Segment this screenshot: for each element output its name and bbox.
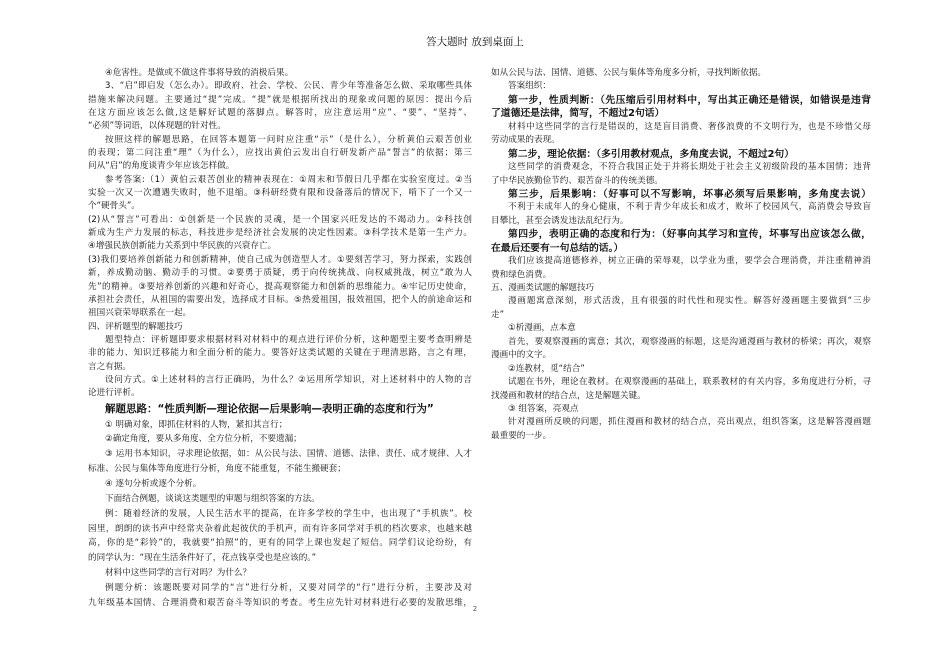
text-line: (3)我们要培养创新能力和创新精神，使自己成为创造型人才。①要刻苦学习，努力探索，实践创	[88, 254, 472, 265]
left-column	[88, 67, 472, 611]
text-line: 漫画题寓意深刻，形式活泼，且有很强的时代性和现实性。解答好漫画题主要做到“三步	[508, 296, 871, 307]
example-text-line: 例：随着经济的发展，人民生活水平的提高，在许多学校的学生中，也出现了“手机族”。校	[105, 508, 472, 519]
cartoon-step-2-heading: ②连教材，觅“结合”	[508, 363, 585, 374]
text-line: 3、“启”即启发（怎么办）。即政府、社会、学校、公民、青少年等准备怎么做、采取哪些具体	[105, 81, 472, 92]
text-line: 个“硬骨头”。	[88, 201, 140, 212]
example-text-line: 的同学认为：“现在生活条件好了，花点钱享受也是应该的。”	[88, 553, 317, 564]
answer-step-2-heading: 第二步，理论依据：（多引用教材观点，多角度去说，不超过2句）	[508, 148, 795, 160]
text-line: 如从公民与法、国情、道德、公民与集体等角度多分析，寻找判断依据。	[491, 68, 767, 78]
text-line: ④增强民族创新能力关系到中华民族的兴衰存亡。	[88, 241, 277, 252]
text-line: 实验一次又一次遭遇失败时，他不退缩。③科研经费有限和设备落后的情况下，啃下了一个又一	[88, 188, 472, 199]
list-item: ④ 逐句分析或逐个分析。	[105, 478, 202, 489]
text-line: 设问方式。①上述材料的言行正确吗，为什么？②运用所学知识，对上述材料中的人物的言	[105, 374, 472, 385]
text-line: 例题分析：该题既要对同学的“言”进行分析，又要对同学的“行”进行分析，主要涉及对	[105, 582, 472, 593]
text-line: 首先，要观察漫画的寓意；其次，观察漫画的标题，这是沟通漫画与教材的桥梁；再次，观察	[508, 336, 871, 347]
text-line: 承担社会责任，从祖国的需要出发，选择成才目标。⑤热爱祖国，报效祖国，把个人的前途命运和	[88, 294, 472, 305]
text-line: 措施来解决问题。主要通过“提”完成。“提”就是根据所找出的现象或问题的原因：提出今后	[88, 94, 472, 105]
text-line: 找漫画和教材的结合点，这是解题关键。	[491, 390, 646, 401]
text-line: 言之有据。	[88, 361, 131, 372]
text-line: 走”	[491, 309, 505, 320]
text-line: 新，养成勤动脑、勤动手的习惯。②要勇于质疑，勇于向传统挑战、向权威挑战，树立“敢为人	[88, 268, 472, 279]
example-text-line: 园里，朗朗的读书声中经常夹杂着此起彼伏的手机声，而有许多同学对手机的档次要求，也越来越	[88, 523, 472, 534]
text-line: 目攀比，甚至会诱发违法乱纪行为。	[491, 215, 629, 226]
text-line: 的表现；第二问注重“理”（为什么），应找出黄伯云发出自行研发新产品“誓言”的依据；第三	[88, 148, 472, 159]
cartoon-step-1-heading: ①析漫画，点本意	[508, 323, 576, 334]
text-line: 下面结合例题，谈谈这类题型的审题与组织答案的方法。	[105, 493, 320, 504]
example-question: 材料中这些同学的言行对吗？为什么？	[105, 568, 252, 579]
text-line: 试题在书外，理论在教材。在观察漫画的基础上，联系教材的有关内容，多角度进行分析，寻	[508, 377, 871, 388]
answer-step-4-heading: 在最后还要有一句总结的话。）	[491, 242, 624, 254]
text-line: 九年级基本国情、合理消费和艰苦奋斗等知识的考查。考生应先针对材料进行必要的发散思维，	[88, 597, 472, 608]
text-line: 材料中这些同学的言行是错误的，这是盲目消费、奢侈浪费的不文明行为，也是不珍惜父母	[508, 121, 871, 132]
text-line: 非的能力、知识迁移能力和全面分析的能力。要答好这类试题的关键在于理清思路，言之有理，	[88, 348, 472, 359]
text-line: 标准、公民与集体等角度进行分析，角度不能重复，不能生搬硬套；	[88, 464, 346, 475]
page-number: 2	[472, 605, 478, 613]
text-line: (2)从“誓言”可看出：①创新是一个民族的灵魂，是一个国家兴旺发达的不竭动力。②科技创	[88, 214, 472, 225]
text-line: “必须”等词语，以体现题的针对性。	[88, 121, 226, 132]
text-line: 按照这样的解题思路，在回答本题第一问时应注重“示”（是什么），分析黄伯云艰苦创业	[105, 134, 472, 145]
text-line: 新成为生产力发展的标志，科技进步是经济社会发展的决定性因素。③科学技术是第一生产力。	[88, 228, 472, 239]
text-line: 这些同学的消费观念，不符合我国正处于并将长期处于社会主义初级阶段的基本国情；违背	[508, 162, 871, 173]
text-line: 最重要的一步。	[491, 430, 552, 441]
text-line: 了中华民族勤俭节约、艰苦奋斗的传统美德。	[491, 175, 663, 186]
text-line: 我们应该提高道德修养，树立正确的荣辱观，以学业为重，要学会合理消费，并注重精神消	[508, 256, 871, 267]
text-line: ④危害性。是做或不做这件事将导致的消极后果。	[105, 68, 294, 78]
example-text-line: 高，你的是“彩铃”的，我就要“拍照”的，更有的同学上课也发起了短信。同学们议论纷纷，有	[88, 538, 472, 549]
page-title: 答大题时 放到桌面上	[426, 36, 524, 48]
answer-step-1-heading: 了道德还是法律，简写，不超过2句话）	[491, 108, 665, 120]
text-line: 在这方面应该怎么做,这是解好试题的落脚点。解答时，应注意运用“应”、“要”、“坚持”、	[88, 108, 472, 119]
section-heading-evaluation: 四、评析题型的解题技巧	[88, 321, 183, 332]
text-line: 费和绿色消费。	[491, 269, 552, 280]
text-line: 劳动成果的表现。	[491, 135, 560, 146]
answer-step-1-heading: 第一步，性质判断：（先压缩后引用材料中，写出其正确还是错误，如错误是违背	[508, 94, 871, 106]
answer-organization-label: 答案组织：	[508, 81, 551, 92]
right-column	[491, 67, 871, 443]
text-line: 不利于未成年人的身心健康，不利于青少年成长和成才，败坏了校园风气，高消费会导致盲	[508, 202, 871, 213]
cartoon-step-3-heading: ③ 组答案，亮观点	[508, 403, 579, 414]
answer-step-4-heading: 第四步，表明正确的态度和行为：（好事向其学习和宣传，坏事写出应该怎么做，	[508, 229, 871, 241]
answer-step-3-heading: 第三步，后果影响：（好事可以不写影响，坏事必须写后果影响，多角度去说）	[508, 188, 871, 200]
text-line: 题型特点：评析题即要求根据材料对材料中的观点进行评价分析，这种题型主要考查明辨是	[105, 334, 472, 345]
list-item: ③ 运用书本知识，寻求理论依据，如：从公民与法、国情、道德、法律、责任、成才规律、人才	[105, 449, 472, 460]
text-line: 漫画中的文字。	[491, 350, 552, 361]
list-item: ②确定角度，要从多角度、全方位分析，不要遗漏；	[105, 434, 302, 445]
text-line: 先”的精神。③要培养创新的兴趣和好奇心，提高观察能力和创新的思维能力。④牢记历史使命，	[88, 281, 472, 292]
text-line: 针对漫画所反映的问题，抓住漫画和教材的结合点，亮出观点，组织答案，这是解答漫画题	[508, 417, 871, 428]
text-line: 论进行评析。	[88, 388, 140, 399]
section-heading-cartoon: 五、漫画类试题的解题技巧	[491, 283, 595, 293]
text-line: 祖国兴衰荣辱联系在一起。	[88, 308, 192, 319]
text-line: 问从“启”的角度谈青少年应该怎样做。	[88, 161, 235, 172]
solution-approach-heading: 解题思路：“性质判断—理论依据—后果影响—表明正确的态度和行为”	[105, 402, 434, 415]
list-item: ① 明确对象，即抓住材料的人物，紧扣其言行；	[105, 419, 288, 430]
reference-answer-line: 参考答案:（1）黄伯云艰苦创业的精神表现在：①周末和节假日几乎都在实验室度过。②当	[105, 174, 472, 185]
